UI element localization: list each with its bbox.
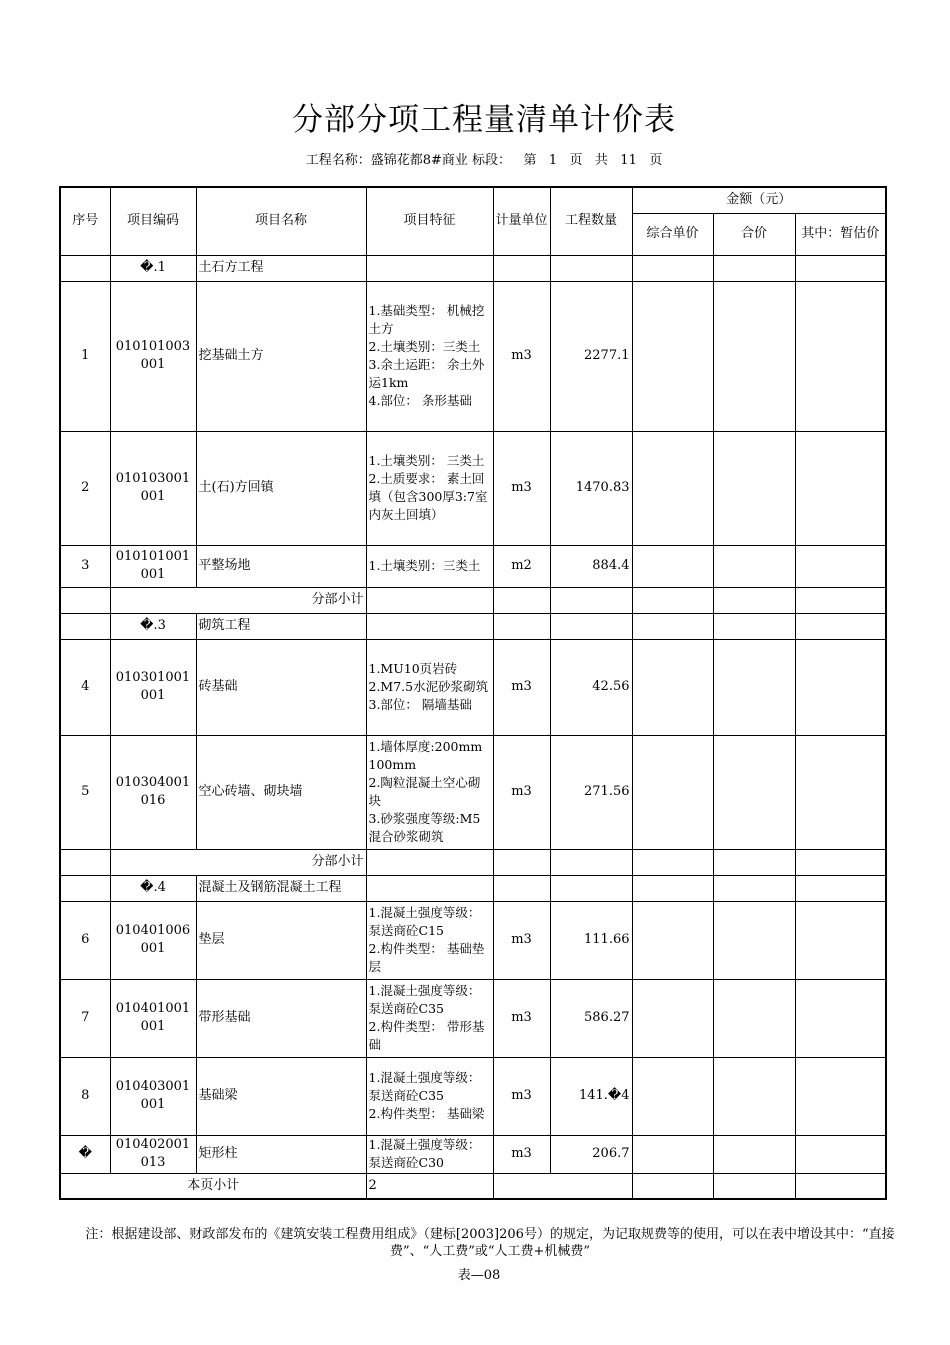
row-feature: [366, 545, 493, 587]
row-unit-price: [632, 979, 713, 1057]
feature-line: 2.土质要求： 素土回填（包含300厚3:7室内灰土回填）: [368, 471, 488, 522]
feature-line: 1.混凝土强度等级： 泵送商砼C30: [368, 1137, 481, 1170]
row-feature: [366, 431, 493, 545]
feature-line: 2.构件类型： 基础垫层: [368, 941, 485, 974]
row-provisional: [795, 281, 886, 431]
feature-line: 1.土壤类别： 三类土: [368, 453, 485, 468]
empty-cell: [795, 849, 886, 875]
empty-cell: [493, 849, 550, 875]
row-code: 010101001001: [110, 545, 196, 587]
empty-cell: [795, 255, 886, 281]
row-provisional: [795, 431, 886, 545]
row-seq: [60, 587, 110, 613]
row-unit-price: [632, 281, 713, 431]
header-amount: 金额（元）: [632, 187, 886, 213]
empty-cell: [493, 587, 550, 613]
table-row: [60, 735, 886, 849]
row-code: 010401001001: [110, 979, 196, 1057]
row-unit-price: [632, 545, 713, 587]
table-row: [60, 875, 886, 901]
project-info: 工程名称：盛锦花都8#商业 标段： 第 1 页 共 11 页: [305, 153, 663, 168]
table-body: [60, 187, 886, 1199]
row-code: 010403001001: [110, 1057, 196, 1135]
feature-line: 1.混凝土强度等级： 泵送商砼C35: [368, 983, 481, 1016]
section-code: �.3: [110, 613, 196, 639]
row-unit: m3: [493, 281, 550, 431]
empty-cell: [795, 1173, 886, 1199]
table-row: [60, 431, 886, 545]
row-total: [713, 545, 795, 587]
row-unit-price: [632, 431, 713, 545]
row-total: [713, 901, 795, 979]
section-name: 混凝土及钢筋混凝土工程: [196, 875, 366, 901]
page-total-label: 本页小计: [60, 1173, 366, 1199]
row-unit: m3: [493, 901, 550, 979]
header-provisional: 其中：暂估价: [795, 213, 886, 255]
empty-cell: [366, 875, 493, 901]
row-unit: m3: [493, 1135, 550, 1173]
bill-of-quantities-table: [59, 186, 887, 1200]
feature-line: 3.部位： 隔墙基础: [368, 697, 472, 712]
row-seq: [60, 875, 110, 901]
footnote: 注：根据建设部、财政部发布的《建筑安装工程费用组成》（建标[2003]206号）的规定，为记取规费等的使用，可以在表中增设其中：“直接费”、“人工费”或“人工费+机械费”: [85, 1227, 895, 1259]
row-code: 010103001001: [110, 431, 196, 545]
row-feature: [366, 901, 493, 979]
header-unit-price: 综合单价: [632, 213, 713, 255]
row-unit-price: [632, 1135, 713, 1173]
row-seq: 1: [60, 281, 110, 431]
empty-cell: [632, 587, 713, 613]
row-qty: 111.66: [550, 901, 632, 979]
row-qty: 2277.1: [550, 281, 632, 431]
row-unit-price: [632, 1057, 713, 1135]
row-unit: m3: [493, 1057, 550, 1135]
section-name: 土石方工程: [196, 255, 366, 281]
section-code: �.1: [110, 255, 196, 281]
empty-cell: [366, 849, 493, 875]
row-name: 砖基础: [196, 639, 366, 735]
table-row: [60, 849, 886, 875]
feature-line: 2.M7.5水泥砂浆砌筑: [368, 679, 489, 694]
row-unit-price: [632, 735, 713, 849]
table-row: [60, 901, 886, 979]
row-total: [713, 735, 795, 849]
empty-cell: [795, 587, 886, 613]
header-name: 项目名称: [196, 187, 366, 255]
row-total: [713, 431, 795, 545]
feature-line: 1.混凝土强度等级： 泵送商砼C35: [368, 1070, 481, 1103]
row-name: 基础梁: [196, 1057, 366, 1135]
row-seq: 5: [60, 735, 110, 849]
row-qty: 141.�4: [550, 1057, 632, 1135]
table-row: [60, 587, 886, 613]
row-unit: m2: [493, 545, 550, 587]
header-total: 合价: [713, 213, 795, 255]
empty-cell: [550, 849, 632, 875]
row-unit-price: [632, 901, 713, 979]
row-name: 平整场地: [196, 545, 366, 587]
section-code: �.4: [110, 875, 196, 901]
row-name: 垫层: [196, 901, 366, 979]
subtotal-label: 分部小计: [110, 587, 366, 613]
row-total: [713, 1057, 795, 1135]
table-row: [60, 639, 886, 735]
row-qty: 884.4: [550, 545, 632, 587]
page-total-feature: 2: [366, 1173, 493, 1199]
header-unit: 计量单位: [493, 187, 550, 255]
row-provisional: [795, 1057, 886, 1135]
row-total: [713, 979, 795, 1057]
header-qty: 工程数量: [550, 187, 632, 255]
row-provisional: [795, 1135, 886, 1173]
empty-cell: [493, 875, 550, 901]
row-provisional: [795, 979, 886, 1057]
row-provisional: [795, 545, 886, 587]
empty-cell: [632, 1173, 713, 1199]
row-feature: [366, 639, 493, 735]
row-unit: m3: [493, 431, 550, 545]
feature-line: 4.部位： 条形基础: [368, 393, 472, 408]
row-provisional: [795, 735, 886, 849]
row-name: 矩形柱: [196, 1135, 366, 1173]
table-row: [60, 255, 886, 281]
row-seq: [60, 255, 110, 281]
empty-cell: [366, 255, 493, 281]
table-row: [60, 545, 886, 587]
empty-cell: [550, 875, 632, 901]
page-total-row: [60, 1173, 886, 1199]
feature-line: 2.陶粒混凝土空心砌块: [368, 775, 481, 808]
row-code: 010401006001: [110, 901, 196, 979]
row-seq: 4: [60, 639, 110, 735]
empty-cell: [550, 587, 632, 613]
empty-cell: [713, 587, 795, 613]
row-seq: [60, 613, 110, 639]
row-qty: 1470.83: [550, 431, 632, 545]
feature-line: 1.土壤类别：三类土: [368, 558, 481, 573]
row-provisional: [795, 639, 886, 735]
row-name: 空心砖墙、砌块墙: [196, 735, 366, 849]
header-code: 项目编码: [110, 187, 196, 255]
empty-cell: [493, 1173, 632, 1199]
table-row: [60, 1057, 886, 1135]
row-provisional: [795, 901, 886, 979]
empty-cell: [795, 875, 886, 901]
table-row: [60, 1135, 886, 1173]
row-qty: 586.27: [550, 979, 632, 1057]
table-row: [60, 281, 886, 431]
row-feature: [366, 735, 493, 849]
row-feature: [366, 1135, 493, 1173]
row-name: 带形基础: [196, 979, 366, 1057]
empty-cell: [632, 849, 713, 875]
row-total: [713, 639, 795, 735]
row-code: 010402001013: [110, 1135, 196, 1173]
row-seq: 3: [60, 545, 110, 587]
empty-cell: [550, 613, 632, 639]
subtotal-label: 分部小计: [110, 849, 366, 875]
empty-cell: [493, 255, 550, 281]
row-seq: 2: [60, 431, 110, 545]
row-seq: 8: [60, 1057, 110, 1135]
row-qty: 271.56: [550, 735, 632, 849]
feature-line: 1.混凝土强度等级： 泵送商砼C15: [368, 905, 481, 938]
row-code: 010101003001: [110, 281, 196, 431]
empty-cell: [366, 587, 493, 613]
section-name: 砌筑工程: [196, 613, 366, 639]
empty-cell: [713, 849, 795, 875]
row-seq: 7: [60, 979, 110, 1057]
empty-cell: [632, 875, 713, 901]
feature-line: 2.构件类型： 带形基础: [368, 1019, 485, 1052]
row-code: 010301001001: [110, 639, 196, 735]
row-unit: m3: [493, 735, 550, 849]
row-seq: 6: [60, 901, 110, 979]
empty-cell: [493, 613, 550, 639]
feature-line: 1.基础类型： 机械挖土方: [368, 303, 485, 336]
empty-cell: [366, 613, 493, 639]
row-feature: [366, 979, 493, 1057]
row-name: 挖基础土方: [196, 281, 366, 431]
row-total: [713, 281, 795, 431]
empty-cell: [713, 875, 795, 901]
empty-cell: [713, 1173, 795, 1199]
row-seq: [60, 849, 110, 875]
row-unit-price: [632, 639, 713, 735]
row-feature: [366, 281, 493, 431]
row-name: 土(石)方回镇: [196, 431, 366, 545]
table-row: [60, 613, 886, 639]
feature-line: 3.余土运距： 余土外运1km: [368, 357, 485, 390]
row-total: [713, 1135, 795, 1173]
row-qty: 206.7: [550, 1135, 632, 1173]
row-unit: m3: [493, 639, 550, 735]
empty-cell: [713, 255, 795, 281]
empty-cell: [632, 255, 713, 281]
feature-line: 2.土壤类别：三类土: [368, 339, 481, 354]
header-feature: 项目特征: [366, 187, 493, 255]
feature-line: 3.砂浆强度等级:M5混合砂浆砌筑: [368, 811, 481, 844]
row-unit: m3: [493, 979, 550, 1057]
row-feature: [366, 1057, 493, 1135]
feature-line: 2.构件类型： 基础梁: [368, 1106, 485, 1121]
table-row: [60, 979, 886, 1057]
empty-cell: [632, 613, 713, 639]
empty-cell: [713, 613, 795, 639]
row-code: 010304001016: [110, 735, 196, 849]
empty-cell: [795, 613, 886, 639]
empty-cell: [550, 255, 632, 281]
row-qty: 42.56: [550, 639, 632, 735]
header-seq: 序号: [60, 187, 110, 255]
page-title: 分部分项工程量清单计价表: [292, 102, 676, 138]
row-seq: �: [60, 1135, 110, 1173]
feature-line: 1.MU10页岩砖: [368, 661, 458, 676]
page-number: 表—08: [457, 1268, 501, 1283]
feature-line: 1.墙体厚度:200mm 100mm: [368, 739, 483, 772]
